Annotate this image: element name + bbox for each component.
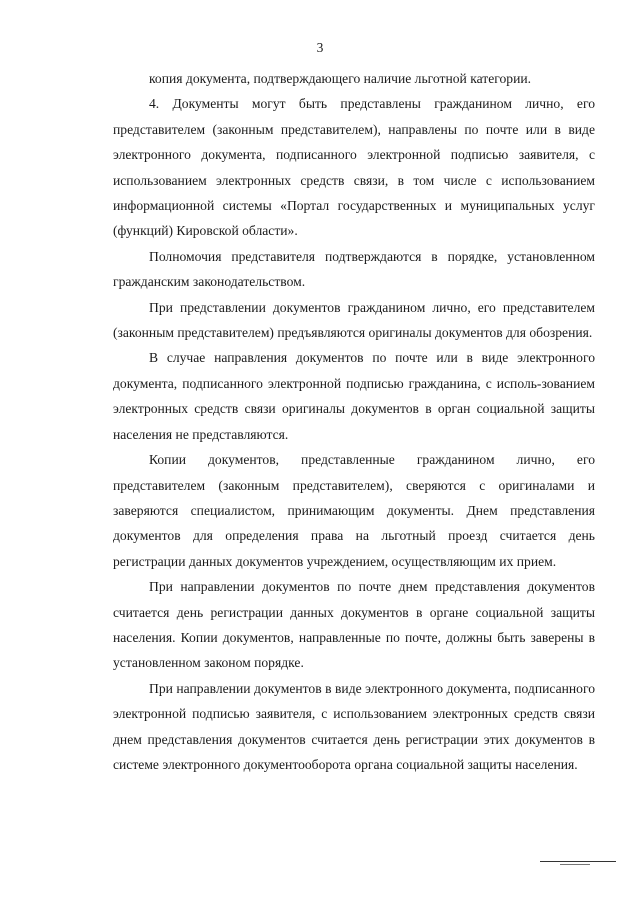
paragraph: При направлении документов в виде электронного документа, подписанного электронной подписью заявителя, с использованием электронных средств связи днем представления документов считается день регистрации этих документов в системе электронного документооборота органа социальной защиты населения. [113, 680, 595, 772]
page-number: 3 [316, 40, 324, 55]
paragraph: Копии документов, представленные гражданином лично, его представителем (законным представителем), сверяются с оригиналами и заверяются специалистом, принимающим документы. Днем представления документов для определения права на льготный проезд считается день регистрации данных документов учреждением, осуществляющим их прием. [113, 452, 595, 569]
footer-divider-short [560, 864, 590, 865]
document-body [113, 66, 595, 777]
paragraph: копия документа, подтверждающего наличие льготной категории. [149, 71, 532, 86]
paragraph: В случае направления документов по почте или в виде электронного документа, подписанного электронной подписью гражданина, с исполь-зованием электронных средств связи оригиналы документов в орган социальной защиты населения не представляются. [113, 350, 595, 442]
paragraph: При представлении документов гражданином лично, его представителем (законным представителем) предъявляются оригиналы документов для обозрения. [113, 299, 595, 341]
paragraph: Полномочия представителя подтверждаются в порядке, установленном гражданским законодательством. [113, 248, 595, 290]
paragraph: 4. Документы могут быть представлены гражданином лично, его представителем (законным представителем), направлены по почте или в виде электронного документа, подписанного электронной подписью заявителя, с использованием электронных средств связи, в том числе с использованием информационной системы «Портал государственных и муниципальных услуг (функций) Кировской области». [113, 96, 595, 239]
footer-divider [540, 861, 616, 862]
paragraph: При направлении документов по почте днем представления документов считается день регистрации данных документов в органе социальной защиты населения. Копии документов, направленные по почте, должны быть заверены в установленном законом порядке. [113, 579, 595, 671]
